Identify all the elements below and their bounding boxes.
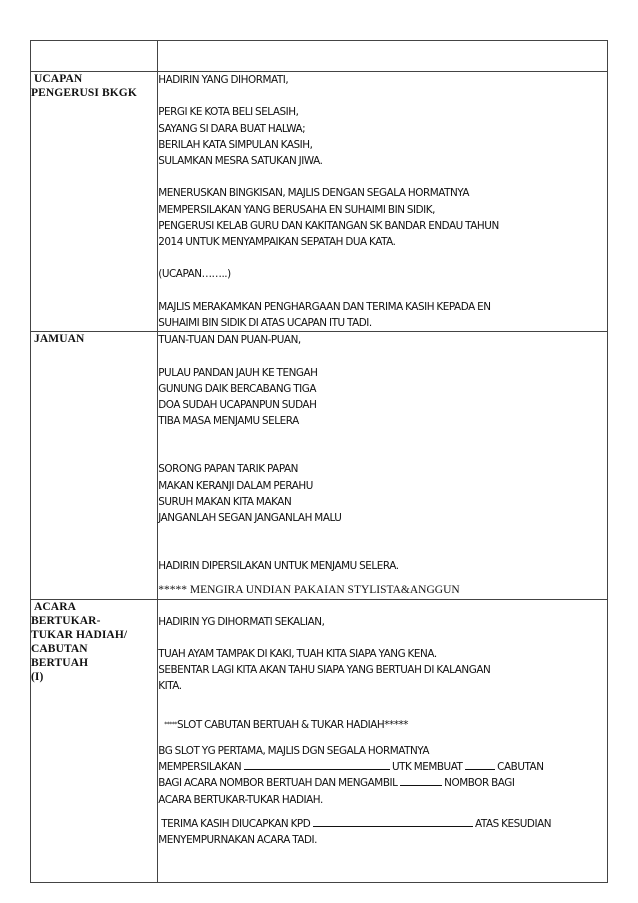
text-line: 2014 UNTUK MENYAMPAIKAN SEPATAH DUA KATA. — [158, 236, 396, 248]
text-line: DOA SUDAH UCAPANPUN SUDAH — [158, 398, 317, 411]
text-fragment: CABUTAN — [497, 761, 544, 774]
row-label-acara — [31, 599, 158, 882]
text-line — [158, 816, 607, 832]
name-blank-field — [244, 759, 390, 770]
row-content-ucapan — [158, 72, 608, 332]
text-line: MAJLIS MERAKAMKAN PENGHARGAAN DAN TERIMA KASIH KEPADA EN — [158, 300, 491, 313]
number-blank-field — [400, 775, 442, 786]
text-line: SULAMKAN MESRA SATUKAN JIWA. — [158, 155, 323, 167]
text-line: SORONG PAPAN TARIK PAPAN — [158, 463, 298, 476]
text-line: JANGANLAH SEGAN JANGANLAH MALU — [158, 512, 342, 524]
label-line: BERTUKAR- — [31, 614, 101, 627]
table-row — [31, 72, 608, 332]
header-cell-label — [31, 41, 158, 72]
text-fragment: NOMBOR BAGI — [444, 777, 515, 790]
text-line: KITA. — [158, 680, 182, 693]
text-line: HADIRIN YG DIHORMATI SEKALIAN, — [158, 615, 325, 628]
row-content-jamuan — [158, 332, 608, 599]
row-label-ucapan — [31, 72, 158, 332]
label-line: CABUTAN — [31, 642, 88, 655]
label-line: (I) — [31, 670, 44, 683]
row-label-jamuan — [31, 332, 158, 599]
header-row — [31, 41, 608, 72]
text-line — [158, 717, 607, 733]
slot-title: SLOT CABUTAN BERTUAH & TUKAR HADIAH***** — [176, 718, 408, 731]
text-fragment: BAGI ACARA NOMBOR BERTUAH DAN MENGAMBIL — [158, 777, 398, 790]
text-line: ACARA BERTUKAR-TUKAR HADIAH. — [158, 793, 323, 806]
text-line: SAYANG SI DARA BUAT HALWA; — [158, 122, 306, 135]
label-line: ACARA — [34, 600, 77, 613]
text-line: PERGI KE KOTA BELI SELASIH, — [158, 106, 299, 119]
text-line: SEBENTAR LAGI KITA AKAN TAHU SIAPA YANG BERTUAH DI KALANGAN — [158, 664, 491, 677]
text-line: HADIRIN DIPERSILAKAN UNTUK MENJAMU SELERA. — [158, 560, 399, 573]
text-line: MENERUSKAN BINGKISAN, MAJLIS DENGAN SEGALA HORMATNYA — [158, 187, 470, 200]
table-row — [31, 332, 608, 599]
text-line: SUHAIMI BIN SIDIK DI ATAS UCAPAN ITU TADI. — [158, 316, 372, 329]
label-line: BERTUAH — [31, 656, 89, 669]
stars-prefix: ***** — [164, 720, 177, 728]
text-line: BERILAH KATA SIMPULAN KASIH, — [158, 138, 313, 151]
label-line: TUKAR HADIAH/ — [31, 628, 128, 641]
program-table — [30, 40, 608, 883]
text-line: TUAN-TUAN DAN PUAN-PUAN, — [158, 334, 301, 347]
text-line: MAKAN KERANJI DALAM PERAHU — [158, 479, 313, 492]
text-line: MENYEMPURNAKAN ACARA TADI. — [158, 833, 317, 846]
text-fragment: ATAS KESUDIAN — [475, 817, 552, 830]
row-content-acara — [158, 599, 608, 882]
text-line: GUNUNG DAIK BERCABANG TIGA — [158, 382, 316, 395]
text-line: TUAH AYAM TAMPAK DI KAKI, TUAH KITA SIAPA YANG KENA. — [158, 648, 437, 660]
text-fragment: TERIMA KASIH DIUCAPKAN KPD — [161, 817, 311, 830]
text-line: (UCAPAN……..) — [158, 268, 231, 281]
header-cell-content — [158, 41, 608, 72]
table-row — [31, 599, 608, 882]
undian-note: ***** MENGIRA UNDIAN PAKAIAN STYLISTA&ANGGUN — [158, 584, 460, 597]
thanks-blank-field — [313, 816, 473, 827]
text-line: PENGERUSI KELAB GURU DAN KAKITANGAN SK BANDAR ENDAU TAHUN — [158, 219, 499, 232]
text-fragment: MEMPERSILAKAN — [158, 761, 242, 774]
label-line: JAMUAN — [34, 333, 85, 346]
text-line — [158, 759, 607, 775]
text-line — [158, 775, 607, 791]
label-line: UCAPAN — [34, 73, 83, 85]
text-line: MEMPERSILAKAN YANG BERUSAHA EN SUHAIMI BIN SIDIK, — [158, 203, 436, 216]
label-line: PENGERUSI BKGK — [31, 87, 137, 99]
text-fragment: UTK MEMBUAT — [391, 761, 463, 774]
text-line: SURUH MAKAN KITA MAKAN — [158, 495, 292, 508]
text-line: HADIRIN YANG DIHORMATI, — [158, 74, 289, 86]
text-line: BG SLOT YG PERTAMA, MAJLIS DGN SEGALA HORMATNYA — [158, 744, 430, 757]
text-line: TIBA MASA MENJAMU SELERA — [158, 415, 299, 428]
count-blank-field — [465, 759, 495, 770]
text-line: PULAU PANDAN JAUH KE TENGAH — [158, 366, 318, 379]
